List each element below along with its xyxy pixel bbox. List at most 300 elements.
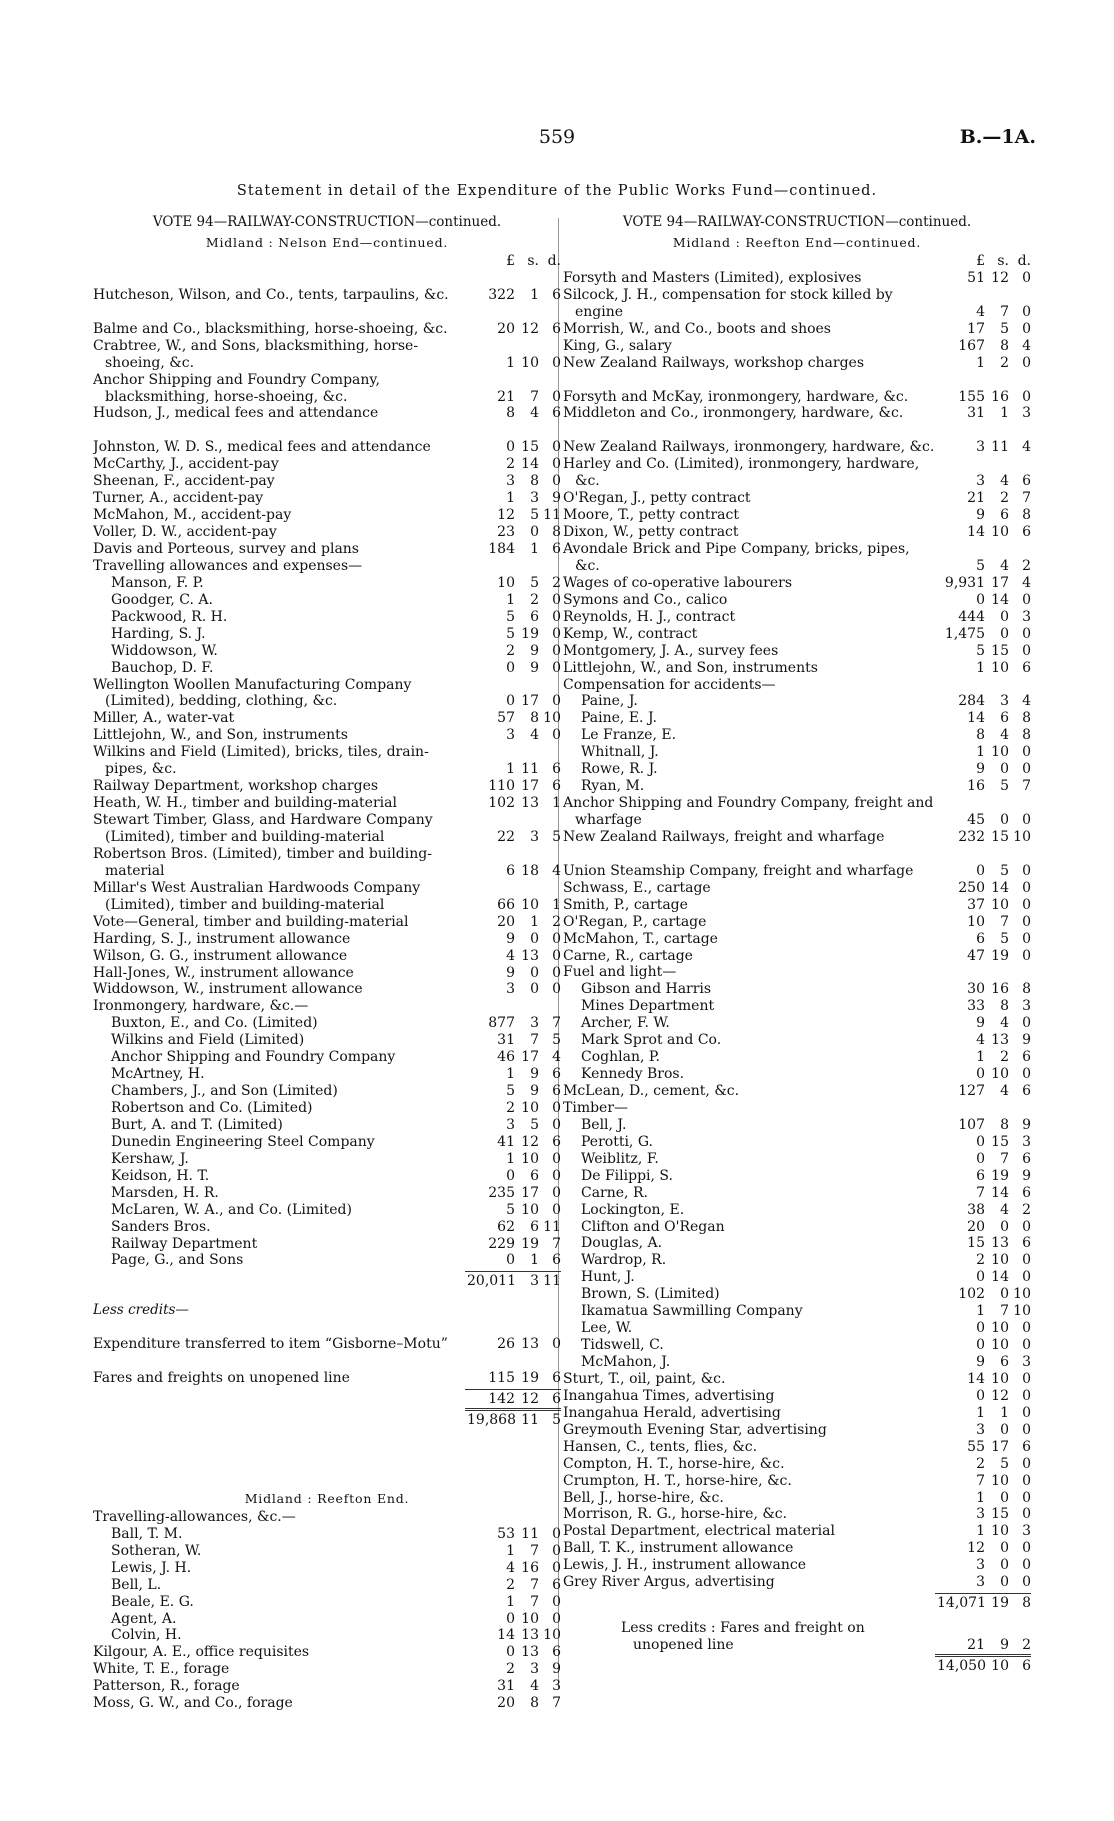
entry-description: Miller, A., water-vat: [93, 710, 235, 727]
ledger-row: [93, 1015, 561, 1032]
entry-pounds: 235: [488, 1184, 515, 1201]
ledger-row: [563, 1235, 1031, 1252]
entry-shillings: 3: [530, 490, 539, 507]
ledger-row: [563, 1219, 1031, 1236]
ledger-row: [563, 1523, 1031, 1540]
entry-pounds: 115: [488, 1370, 515, 1387]
entry-pence: 8: [552, 524, 561, 541]
ledger-row: [93, 998, 561, 1015]
entry-pounds: 22: [497, 828, 515, 845]
entry-pounds: 66: [497, 896, 515, 913]
entry-shillings: 0: [1000, 608, 1009, 625]
ledger-row: [93, 965, 561, 982]
entry-shillings: 8: [1000, 337, 1009, 354]
entry-shillings: 19: [521, 1370, 539, 1387]
subtotal-row: [563, 1595, 1031, 1612]
left-column: [93, 212, 561, 1712]
ledger-row: [563, 1269, 1031, 1286]
ledger-row: [93, 473, 561, 490]
entry-pence: 3: [1022, 405, 1031, 422]
entry-shillings: 0: [1000, 1574, 1009, 1591]
entry-shillings: 0: [530, 524, 539, 541]
entry-description: McCarthy, J., accident-pay: [93, 456, 279, 473]
entry-pence: 6: [552, 1066, 561, 1083]
entry-description: Forsyth and McKay, ironmongery, hardware, &c.: [563, 388, 909, 405]
entry-shillings: 10: [521, 354, 539, 371]
ledger-row: [93, 1509, 561, 1526]
entry-description: New Zealand Railways, workshop charges: [563, 354, 865, 371]
entry-pence: 0: [552, 354, 561, 371]
ledger-row: [93, 456, 561, 473]
entry-shillings: 4: [530, 727, 539, 744]
entry-pounds: 1: [976, 354, 985, 371]
entry-pounds: 53: [497, 1525, 515, 1542]
ledger-row: [563, 1337, 1031, 1354]
entry-description: Anchor Shipping and Foundry Company, blacksmithing, horse-shoeing, &c.: [93, 371, 380, 405]
entry-pounds: 21: [497, 388, 515, 405]
entry-shillings: 17: [991, 1438, 1009, 1455]
entry-pence: 0: [1022, 1370, 1031, 1387]
entry-shillings: 4: [1000, 727, 1009, 744]
ledger-row: [563, 270, 1031, 287]
entry-description: Beale, E. G.: [111, 1593, 194, 1610]
entry-pounds: 1: [506, 354, 515, 371]
entry-shillings: 14: [521, 456, 539, 473]
entry-pence: 0: [1022, 1506, 1031, 1523]
entry-shillings: 15: [991, 1506, 1009, 1523]
ledger-row: [93, 1560, 561, 1577]
entry-shillings: 0: [1000, 812, 1009, 829]
ledger-row: [93, 1117, 561, 1134]
entry-shillings: 12: [521, 320, 539, 337]
entry-pence: 7: [1022, 490, 1031, 507]
entry-description: Robertson and Co. (Limited): [111, 1100, 313, 1117]
entry-pence: 0: [552, 591, 561, 608]
entry-shillings: 4: [530, 1678, 539, 1695]
entry-pounds: 1: [976, 659, 985, 676]
ledger-row: [563, 1151, 1031, 1168]
entry-pence: 8: [1022, 710, 1031, 727]
entry-shillings: 11: [991, 439, 1009, 456]
entry-pounds: 3: [506, 1116, 515, 1133]
entry-description: Middleton and Co., ironmongery, hardware, &c.: [563, 405, 904, 422]
entry-description: Robertson Bros. (Limited), timber and building-material: [93, 845, 432, 879]
pounds-header: £: [976, 253, 985, 269]
entry-pence: 0: [1022, 1489, 1031, 1506]
entry-pounds: 0: [976, 591, 985, 608]
entry-description: Harding, S. J.: [111, 625, 206, 642]
entry-pence: 4: [552, 1049, 561, 1066]
entry-pounds: 62: [497, 1218, 515, 1235]
entry-shillings: 4: [1000, 1015, 1009, 1032]
credit-items: [93, 1319, 561, 1387]
entry-description: Hudson, J., medical fees and attendance: [93, 405, 379, 422]
entry-shillings: 4: [1000, 1201, 1009, 1218]
entry-description: Kennedy Bros.: [581, 1066, 685, 1083]
entry-pounds: 4: [506, 1559, 515, 1576]
entry-shillings: 16: [991, 981, 1009, 998]
entry-shillings: 0: [530, 930, 539, 947]
ledger-row: [563, 1117, 1031, 1134]
entry-description: Ball, T. K., instrument allowance: [563, 1540, 794, 1557]
entry-pence: 0: [1022, 896, 1031, 913]
ledger-row: [93, 372, 561, 406]
entry-pounds: 2: [506, 1661, 515, 1678]
entry-pence: 0: [1022, 1557, 1031, 1574]
entry-pence: 1: [552, 795, 561, 812]
ledger-row: [93, 575, 561, 592]
entry-pence: 0: [552, 1184, 561, 1201]
entry-pounds: 33: [967, 998, 985, 1015]
entry-pounds: 0: [506, 1167, 515, 1184]
entry-pence: 0: [552, 1201, 561, 1218]
entry-shillings: 11: [521, 1525, 539, 1542]
ledger-row: [563, 981, 1031, 998]
entry-pence: 0: [552, 981, 561, 998]
less-credits-pence: 2: [1022, 1637, 1031, 1654]
entry-pence: 5: [552, 828, 561, 845]
entry-shillings: 7: [530, 1593, 539, 1610]
entry-pounds: 30: [967, 981, 985, 998]
entry-description: Moss, G. W., and Co., forage: [93, 1695, 293, 1712]
entry-shillings: 0: [1000, 1489, 1009, 1506]
ledger-row: [93, 558, 561, 575]
entry-shillings: 1: [1000, 1404, 1009, 1421]
entry-pounds: 250: [958, 879, 985, 896]
entry-description: Archer, F. W.: [581, 1015, 670, 1032]
ledger-row: [563, 1286, 1031, 1303]
entry-shillings: 12: [521, 1133, 539, 1150]
entry-shillings: 15: [521, 439, 539, 456]
net-total-shillings: 11: [521, 1411, 539, 1428]
entry-shillings: 5: [530, 507, 539, 524]
entry-pounds: 20: [497, 320, 515, 337]
ledger-row: [93, 660, 561, 677]
ledger-row: [563, 507, 1031, 524]
entry-pounds: 31: [497, 1678, 515, 1695]
entry-pence: 4: [1022, 439, 1031, 456]
statement-title: Statement in detail of the Expenditure of the Public Works Fund—continued.: [236, 183, 878, 199]
ledger-row: [93, 744, 561, 778]
entry-pounds: 5: [506, 608, 515, 625]
entry-description: Silcock, J. H., compensation for stock killed by engine: [563, 286, 893, 320]
entry-description: Carne, R., cartage: [563, 947, 693, 964]
entry-pence: 5: [552, 1032, 561, 1049]
entry-pounds: 877: [488, 1015, 515, 1032]
section-title: Midland : Nelson End—continued.: [205, 235, 449, 250]
entry-pence: 0: [1022, 913, 1031, 930]
ledger-row: [563, 372, 1031, 406]
ledger-row: [93, 880, 561, 914]
entry-pence: 0: [1022, 642, 1031, 659]
entry-description: McLaren, W. A., and Co. (Limited): [111, 1201, 352, 1218]
ledger-row: [93, 1032, 561, 1049]
entry-description: Harley and Co. (Limited), ironmongery, hardware, &c.: [563, 456, 920, 490]
subtotal-row: [93, 1273, 561, 1290]
entry-description: Ironmongery, hardware, &c.—: [93, 998, 309, 1015]
entry-pounds: 5: [506, 1201, 515, 1218]
entry-pence: 3: [1022, 1523, 1031, 1540]
entry-pence: 3: [1022, 1133, 1031, 1150]
entry-description: Avondale Brick and Pipe Company, bricks, pipes, &c.: [563, 540, 910, 574]
entry-description: Wilkins and Field (Limited): [111, 1032, 305, 1049]
ledger-row: [563, 1066, 1031, 1083]
entry-pounds: 10: [497, 574, 515, 591]
entry-shillings: 1: [530, 913, 539, 930]
entry-shillings: 17: [991, 574, 1009, 591]
less-credits-row: [563, 1620, 1031, 1654]
entry-pence: 0: [552, 456, 561, 473]
entry-pounds: 14: [967, 524, 985, 541]
entry-pounds: 4: [506, 947, 515, 964]
ledger-row: [563, 693, 1031, 710]
entry-description: Bell, J.: [581, 1116, 627, 1133]
pounds-header: £: [506, 253, 515, 269]
entry-description: Tidswell, C.: [581, 1337, 664, 1354]
entry-pence: 0: [552, 1559, 561, 1576]
entry-pence: 11: [543, 507, 561, 524]
ledger-row: [93, 1526, 561, 1543]
ledger-row: [563, 931, 1031, 948]
entry-description: Paine, E. J.: [581, 710, 657, 727]
section-title: Midland : Reefton End—continued.: [672, 235, 922, 250]
entry-shillings: 19: [521, 625, 539, 642]
entry-shillings: 19: [991, 1167, 1009, 1184]
entry-shillings: 14: [991, 879, 1009, 896]
entry-shillings: 0: [1000, 1286, 1009, 1303]
entry-description: Fares and freights on unopened line: [93, 1370, 350, 1387]
ledger-row: [93, 1628, 561, 1645]
entry-description: Carne, R.: [581, 1184, 648, 1201]
entry-pence: 0: [1022, 1337, 1031, 1354]
entry-description: McLean, D., cement, &c.: [563, 1083, 740, 1100]
ledger-row: [563, 1049, 1031, 1066]
entry-pence: 0: [1022, 862, 1031, 879]
entry-pence: 6: [1022, 1150, 1031, 1167]
entry-shillings: 10: [991, 1523, 1009, 1540]
entry-description: Sheenan, F., accident-pay: [93, 473, 275, 490]
entry-description: Packwood, R. H.: [111, 608, 228, 625]
entry-shillings: 13: [991, 1032, 1009, 1049]
credits-total-pence: 6: [552, 1391, 561, 1408]
entry-pence: 2: [1022, 1201, 1031, 1218]
entry-shillings: 19: [991, 947, 1009, 964]
ledger-row: [563, 456, 1031, 490]
entry-shillings: 6: [1000, 507, 1009, 524]
entry-pounds: 3: [506, 981, 515, 998]
ledger-row: [93, 507, 561, 524]
entry-shillings: 17: [521, 1049, 539, 1066]
entry-description: Inangahua Herald, advertising: [563, 1404, 781, 1421]
entry-pounds: 20: [497, 913, 515, 930]
entry-description: Turner, A., accident-pay: [93, 490, 264, 507]
entry-pence: 8: [1022, 727, 1031, 744]
entry-description: Wilkins and Field (Limited), bricks, tiles, drain-pipes, &c.: [93, 744, 429, 778]
entry-shillings: 8: [1000, 998, 1009, 1015]
ledger-row: [563, 1168, 1031, 1185]
ledger-row: [563, 1354, 1031, 1371]
entry-description: Crumpton, H. T., horse-hire, &c.: [563, 1472, 792, 1489]
entry-pounds: 1: [506, 1542, 515, 1559]
entry-shillings: 10: [521, 1100, 539, 1117]
entry-description: Hall-Jones, W., instrument allowance: [93, 964, 354, 981]
entry-shillings: 0: [530, 964, 539, 981]
entry-pence: 10: [543, 710, 561, 727]
entry-shillings: 7: [1000, 1150, 1009, 1167]
entry-pounds: 21: [967, 490, 985, 507]
entry-shillings: 6: [1000, 710, 1009, 727]
entry-shillings: 17: [521, 778, 539, 795]
ledger-row: [93, 1066, 561, 1083]
entry-shillings: 2: [1000, 354, 1009, 371]
ledger-row: [93, 1168, 561, 1185]
entry-shillings: 9: [530, 1083, 539, 1100]
entry-shillings: 10: [521, 896, 539, 913]
entry-description: New Zealand Railways, freight and wharfage: [563, 828, 885, 845]
entry-shillings: 15: [991, 1133, 1009, 1150]
entry-shillings: 13: [521, 1627, 539, 1644]
ledger-row: [563, 405, 1031, 422]
entry-pence: 0: [1022, 879, 1031, 896]
entry-description: Ryan, M.: [581, 778, 645, 795]
entry-description: Anchor Shipping and Foundry Company: [111, 1049, 396, 1066]
ledger-row: [93, 1083, 561, 1100]
entry-pence: 6: [1022, 1184, 1031, 1201]
entry-pounds: 45: [967, 812, 985, 829]
entry-description: Lewis, J. H.: [111, 1559, 192, 1576]
entry-shillings: 10: [991, 1066, 1009, 1083]
entry-pence: 0: [1022, 320, 1031, 337]
entry-pence: 0: [552, 659, 561, 676]
entry-pounds: 2: [976, 1252, 985, 1269]
entry-pounds: 1: [506, 1066, 515, 1083]
entry-pence: 0: [1022, 591, 1031, 608]
ledger-row: [93, 304, 561, 338]
entry-description: Littlejohn, W., and Son, instruments: [93, 727, 348, 744]
entry-description: Ball, T. M.: [111, 1525, 183, 1542]
entry-pence: 2: [552, 913, 561, 930]
entry-description: Lee, W.: [581, 1320, 633, 1337]
ledger-row: [563, 321, 1031, 338]
entry-description: Clifton and O'Regan: [581, 1218, 725, 1235]
entry-description: Littlejohn, W., and Son, instruments: [563, 659, 818, 676]
entry-pounds: 5: [506, 1083, 515, 1100]
entry-pence: 0: [552, 727, 561, 744]
credits-total-shillings: 12: [521, 1391, 539, 1408]
entry-description: Bell, J., horse-hire, &c.: [563, 1489, 724, 1506]
entry-pounds: 14: [967, 710, 985, 727]
entry-description: Sanders Bros.: [111, 1218, 211, 1235]
entry-description: Widdowson, W., instrument allowance: [93, 981, 363, 998]
net-total-pounds: 14,050: [937, 1657, 986, 1674]
ledger-row: [93, 609, 561, 626]
ledger-row: [93, 592, 561, 609]
reefton-entries: [93, 1509, 561, 1712]
entry-description: Dunedin Engineering Steel Company: [111, 1133, 375, 1150]
entry-description: Le Franze, E.: [581, 727, 677, 744]
entry-pence: 0: [552, 1100, 561, 1117]
ledger-row: [563, 829, 1031, 846]
ledger-row: [563, 846, 1031, 880]
entry-description: Sotheran, W.: [111, 1542, 202, 1559]
entry-description: Lockington, E.: [581, 1201, 685, 1218]
ledger-row: [563, 1439, 1031, 1456]
entry-description: De Filippi, S.: [581, 1167, 673, 1184]
entry-shillings: 7: [530, 1542, 539, 1559]
entry-shillings: 10: [991, 744, 1009, 761]
entry-pounds: 229: [488, 1235, 515, 1252]
ledger-row: [563, 541, 1031, 575]
entry-description: Postal Department, electrical material: [563, 1523, 835, 1540]
entry-description: Hunt, J.: [581, 1269, 635, 1286]
entry-description: Page, G., and Sons: [111, 1252, 244, 1269]
entry-pence: 6: [552, 1083, 561, 1100]
ledger-row: [93, 1151, 561, 1168]
ledger-row: [563, 1303, 1031, 1320]
entry-pence: 0: [552, 964, 561, 981]
entry-description: Perotti, G.: [581, 1133, 653, 1150]
entry-description: Mark Sprot and Co.: [581, 1032, 722, 1049]
ledger-row: [563, 1557, 1031, 1574]
entry-pence: 0: [552, 1610, 561, 1627]
entry-pounds: 3: [506, 473, 515, 490]
entry-pence: 0: [1022, 1015, 1031, 1032]
entry-shillings: 3: [1000, 693, 1009, 710]
less-credits-shillings: 9: [1000, 1637, 1009, 1654]
entry-description: Goodger, C. A.: [111, 591, 213, 608]
entry-pounds: 41: [497, 1133, 515, 1150]
entry-pence: 0: [1022, 1472, 1031, 1489]
ledger-row: [93, 1236, 561, 1253]
ledger-row: [93, 1319, 561, 1353]
entry-description: Forsyth and Masters (Limited), explosives: [563, 269, 862, 286]
entry-pounds: 1,475: [944, 625, 985, 642]
subtotal-pounds: 14,071: [937, 1595, 986, 1612]
ledger-row: [93, 812, 561, 846]
entry-description: McMahon, T., cartage: [563, 930, 718, 947]
entry-pence: 10: [543, 1627, 561, 1644]
subtotal-pence: 8: [1022, 1595, 1031, 1612]
entry-shillings: 3: [530, 828, 539, 845]
entry-shillings: 17: [521, 693, 539, 710]
ledger-row: [93, 1202, 561, 1219]
entry-pounds: 0: [506, 693, 515, 710]
entry-pence: 0: [1022, 303, 1031, 320]
entry-pounds: 12: [967, 1540, 985, 1557]
entry-pence: 6: [552, 778, 561, 795]
entry-description: Coghlan, P.: [581, 1049, 660, 1066]
ledger-row: [563, 1134, 1031, 1151]
entry-pence: 6: [552, 1133, 561, 1150]
entry-shillings: 4: [1000, 557, 1009, 574]
ledger-row: [93, 1543, 561, 1560]
entry-shillings: 13: [521, 795, 539, 812]
ledger-row: [563, 1540, 1031, 1557]
entry-pounds: 2: [506, 1100, 515, 1117]
ledger-row: [93, 1353, 561, 1387]
ledger-row: [93, 778, 561, 795]
entry-shillings: 4: [1000, 473, 1009, 490]
ledger-row: [93, 1252, 561, 1269]
entry-pounds: 7: [976, 1472, 985, 1489]
entry-shillings: 16: [521, 1559, 539, 1576]
less-credits-label: Less credits : Fares and freight on unopened line: [621, 1620, 865, 1654]
entry-shillings: 10: [991, 896, 1009, 913]
entry-pence: 0: [1022, 1066, 1031, 1083]
entry-pounds: 9: [976, 761, 985, 778]
less-credits-pounds: 21: [967, 1637, 985, 1654]
ledger-row: [563, 1015, 1031, 1032]
